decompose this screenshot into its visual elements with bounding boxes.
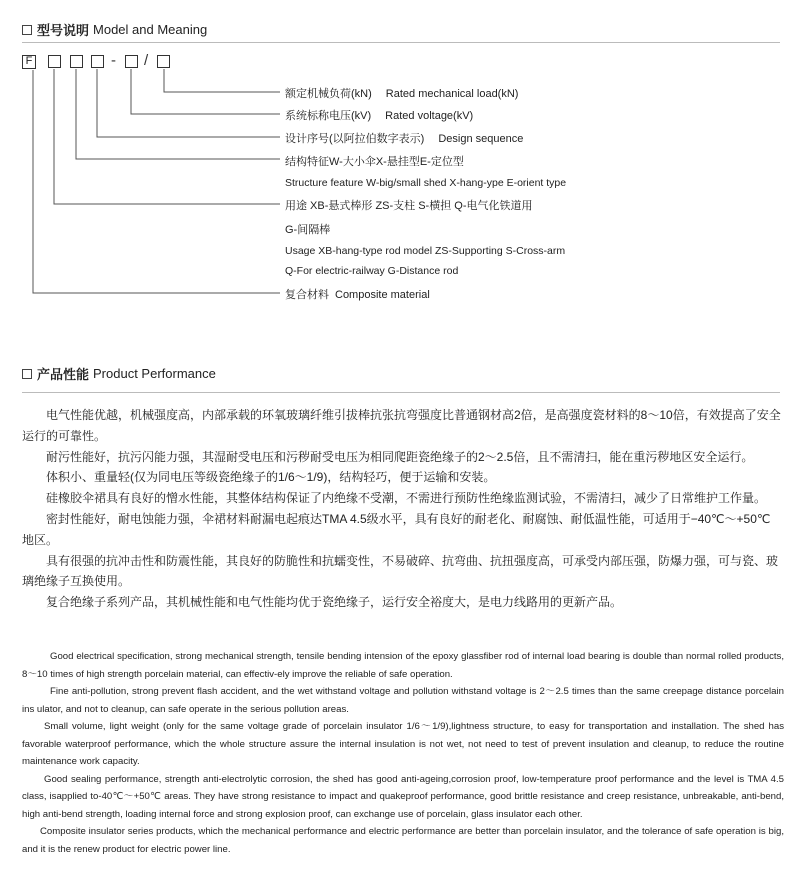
divider	[22, 392, 780, 393]
perf-zh-paragraph: 耐污性能好，抗污闪能力强，其湿耐受电压和污秽耐受电压为相同爬距瓷绝缘子的2～2.5倍，且不需清扫，能在重污秽地区安全运行。	[46, 449, 754, 464]
label-structure-zh: 结构特征W-大小伞X-悬挂型E-定位型	[285, 156, 464, 168]
performance-text-zh	[22, 405, 782, 613]
section-performance-title-zh: 产品性能	[37, 367, 90, 382]
connector-line-1	[164, 69, 280, 92]
connector-line-3	[97, 69, 280, 137]
label-composite: 复合材料 Composite material	[285, 289, 430, 301]
perf-en-paragraph: Good sealing performance, strength anti-electrolytic corrosion, the shed has good anti-ageing,corrosion proof, low-temperature proof performance and the level is TMA 4.5 class, isapplied to-40℃～+50℃ areas. They have strong resistance to impact and quakeproof performance, good brittle resistance and creep resistance, unbreakable, anti-bend, high anti-bend strength, loading internal force and strong explosion proof, can exchange use of porcelain, glass insulator each other.	[22, 773, 784, 820]
section-performance-title-en: Product Performance	[93, 366, 216, 381]
square-icon	[22, 369, 32, 379]
perf-zh-paragraph: 体积小、重量轻(仅为同电压等级瓷绝缘子的1/6～1/9)，结构轻巧，便于运输和安装。	[46, 470, 496, 485]
perf-en-paragraph: Small volume, light weight (only for the same voltage grade of porcelain insulator 1/6～1/9),lightness structure, to easy for transportation and installation. The shed has favorable waterproof performance, which the whole structure assure the internal insulation is not wet, not need to test of prevent insulation and cleanup, to reduce the routine maintenance work capacity.	[22, 721, 784, 767]
label-rated-load: 额定机械负荷(kN) Rated mechanical load(kN)	[285, 88, 519, 100]
connector-line-6	[33, 70, 280, 293]
performance-text-en	[22, 648, 784, 858]
perf-zh-paragraph: 复合绝缘子系列产品，其机械性能和电气性能均优于瓷绝缘子，运行安全裕度大，是电力线路用的更新产品。	[46, 595, 623, 610]
perf-zh-paragraph: 具有很强的抗冲击性和防震性能，其良好的防脆性和抗蠕变性，不易破碎、抗弯曲、抗扭强度高，可承受内部压强，防爆力强，可与瓷、玻璃绝缘子互换使用。	[22, 553, 779, 589]
code-dash: -	[111, 52, 116, 69]
perf-en-paragraph: Composite insulator series products, which the mechanical performance and electric performance are better than porcelain insulator, and the tolerance of safe operation is big, and it is the renew product for electric power line.	[22, 826, 784, 855]
code-letter-box: F	[22, 55, 36, 69]
label-usage-zh-2: G-间隔棒	[285, 224, 331, 236]
perf-en-paragraph: Fine anti-pollution, strong prevent flash accident, and the wet withstand voltage and pollution withstand voltage is 2～2.5 times than the same creepage distance porcelain ins ulator, and not to cleanup, can safe operate in the serious pollution areas.	[22, 686, 784, 715]
label-rated-voltage: 系统标称电压(kV) Rated voltage(kV)	[285, 110, 474, 122]
section-performance-header	[22, 364, 216, 383]
label-usage-en-2: Q-For electric-railway G-Distance rod	[285, 265, 459, 277]
perf-en-paragraph: Good electrical specification, strong mechanical strength, tensile bending intension of the epoxy glassfiber rod of internal load bearing is double than normal rolled products, 8～10 times of high strength porcelain material, can effectiv-ely improve the reliable of safe operation.	[22, 651, 784, 680]
label-usage-zh-1: 用途 XB-悬式棒形 ZS-支柱 S-横担 Q-电气化铁道用	[285, 200, 533, 212]
label-design-sequence: 设计序号(以阿拉伯数字表示) Design sequence	[285, 133, 524, 145]
perf-zh-paragraph: 电气性能优越，机械强度高，内部承载的环氧玻璃纤维引拔棒抗张抗弯强度比普通钢材高2倍，是高强度瓷材料的8～10倍，有效提高了安全运行的可靠性。	[22, 408, 781, 443]
perf-zh-paragraph: 密封性能好，耐电蚀能力强，伞裙材料耐漏电起痕达TMA 4.5级水平，具有良好的耐老化、耐腐蚀、耐低温性能，可适用于−40℃～+50℃地区。	[22, 511, 771, 547]
perf-zh-paragraph: 硅橡胶伞裙具有良好的憎水性能，其整体结构保证了内绝缘不受潮，不需进行预防性绝缘监测试验，不需清扫，减少了日常维护工作量。	[46, 491, 767, 506]
code-slash: /	[144, 52, 149, 69]
label-structure-en: Structure feature W-big/small shed X-hang-ype E-orient type	[285, 177, 567, 189]
section-model-title-zh: 型号说明	[37, 23, 90, 38]
label-usage-en-1: Usage XB-hang-type rod model ZS-Supporting S-Cross-arm	[285, 245, 566, 257]
section-model-title-en: Model and Meaning	[93, 22, 208, 37]
